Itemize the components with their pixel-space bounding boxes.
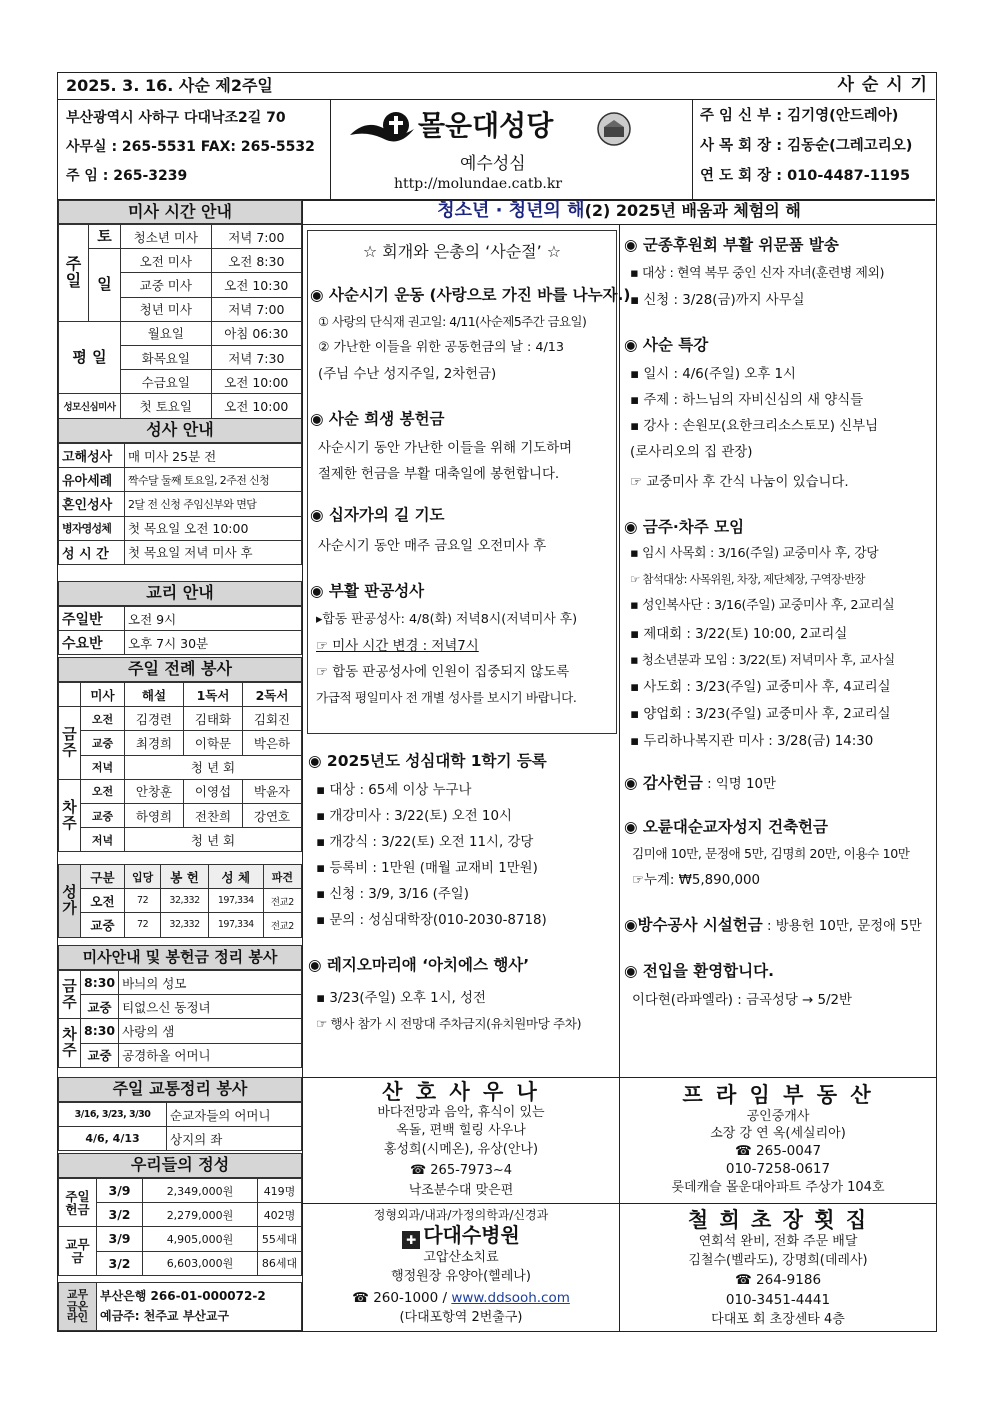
mass-name: 화목요일 [121,345,212,369]
doctrine-table [58,606,302,655]
notice-value: : 익명 10만 [702,777,776,792]
offering-date: 3/2 [97,1203,143,1227]
online-tithe-label: 교무금온라인 [59,1283,97,1331]
notice-line: ▪ 신청 : 3/28(금)까지 사무실 [630,293,805,308]
liturgy-table [58,682,302,852]
col-header: 성 체 [208,865,263,889]
volunteer-group: 순교자들의 어머니 [167,1103,302,1127]
traffic-table [58,1102,302,1151]
sacrament-name: 혼인성사 [59,492,125,516]
sunday-label: 일 [89,249,121,322]
mass-name: 교중 미사 [121,273,212,297]
ad-line: 김철수(벨라도), 강명희(데레사) [688,1253,868,1268]
tithe-label: 교무금 [59,1227,97,1275]
col-header: 입당 [125,865,161,889]
mass-slot: 교중 [81,1043,119,1067]
mass-slot: 교중 [81,995,119,1019]
volunteer-group: 공경하올 어머니 [119,1043,302,1067]
liturgy-title: 주일 전례 봉사 [58,657,302,682]
this-week-label: 금주 [59,971,81,1019]
saturday-label: 토 [89,225,121,249]
col-header: 구분 [81,865,125,889]
notice-line: ☞누계: ₩5,890,000 [632,873,761,888]
ad-line: 홍성희(시메온), 유상(안나) [383,1142,539,1157]
mass-name: 월요일 [121,321,212,345]
notice-heading: ◉ 사순시기 운동 (사랑으로 가진 바를 나누자.) [310,286,631,304]
doctrine-title: 교리 안내 [58,581,302,606]
notice-line: ▪ 강사 : 손원모(요한크리소스토모) 신부님 [630,419,879,434]
volunteer: 안창훈 [125,779,184,803]
ad-line: (다대포항역 2번출구) [399,1310,523,1325]
notice-line: ▪ 성인복사단 : 3/16(주일) 교중미사 후, 2교리실 [630,598,895,613]
liturgical-season: 사 순 시 기 [837,75,928,95]
offering-count: 402명 [258,1203,302,1227]
offering-table [58,1178,302,1276]
notice-heading: ◉ 십자가의 길 기도 [310,506,445,524]
notice-line: (주님 수난 성지주일, 2차헌금) [318,367,497,382]
council-head-info: 사 목 회 장 : 김동순(그레고리오) [700,138,913,154]
bank-account [97,1283,302,1331]
hymn-number: 72 [125,913,161,937]
hospital-name [304,1223,618,1249]
col-header: 해설 [125,683,184,707]
notice-line: ▪ 임시 사목회 : 3/16(주일) 교중미사 후, 강당 [630,546,879,561]
ad-line: 010-3451-4441 [725,1292,831,1308]
doctrine-class: 주일반 [59,607,125,631]
mass-name: 청년 미사 [121,297,212,321]
offering-count: 86세대 [258,1251,302,1275]
notice-heading: ◉ 금주·차주 모임 [624,518,745,536]
notice-heading: ◉ 감사헌금 [624,774,703,792]
sacrament-detail: 2달 전 신청 주임신부와 면담 [125,492,302,516]
offering-amount: 2,349,000원 [143,1179,258,1203]
volunteer-group: 청 년 회 [125,828,302,852]
guide-title: 미사안내 및 봉헌금 정리 봉사 [58,945,302,970]
sacrament-detail: 첫 목요일 오전 10:00 [125,516,302,540]
offering-date: 3/9 [97,1179,143,1203]
notice-line: ▪ 개강식 : 3/22(토) 오전 11시, 강당 [316,835,534,850]
volunteer-group: 사랑의 샘 [119,1019,302,1043]
volunteer-group: 청 년 회 [125,755,302,779]
mass-name: 수금요일 [121,370,212,394]
offering-title: 우리들의 정성 [58,1153,302,1178]
office-phone: 사무실 : 265-5531 FAX: 265-5532 [66,139,315,155]
broadcast-offering [624,917,922,935]
notice-line: ▪ 신청 : 3/9, 3/16 (주일) [316,887,469,902]
notice-line: ☞ 합동 판공성사에 인원이 집중되지 않도록 [316,665,570,680]
notice-line: ① 사랑의 단식재 권고일: 4/11(사순제5주간 금요일) [318,314,587,329]
doctrine-time: 오후 7시 30분 [125,631,302,655]
mass-time: 오전 8:30 [211,249,301,273]
ad-line: 소장 강 연 옥(세실리아) [710,1126,846,1141]
sacrament-name: 병자영성체 [59,516,125,540]
volunteer: 박은하 [243,731,302,755]
offering-count: 419명 [258,1179,302,1203]
mass-time: 오전 10:30 [211,273,301,297]
ad-line: 연회석 완비, 전화 주문 배달 [698,1234,858,1249]
offering-amount: 6,603,000원 [143,1251,258,1275]
lent-box-title: ☆ 회개와 은총의 ‘사순절’ ☆ [362,242,562,261]
notice-line: ▪ 개강미사 : 3/22(토) 오전 10시 [316,809,512,824]
volunteer-group: 티없으신 동정녀 [119,995,302,1019]
mass-slot: 오전 [81,707,125,731]
notice-line: ▪ 대상 : 65세 이상 누구나 [316,783,472,798]
notice-line: ▪ 3/23(주일) 오후 1시, 성전 [316,991,486,1006]
mass-slot: 교중 [81,731,125,755]
hymn-number: 전교2 [263,889,301,913]
notice-heading: ◉ 군종후원회 부활 위문품 발송 [624,236,839,254]
year-banner: 청소년 · 청년의 해(2) 2025년 배움과 체험의 해 [437,200,801,221]
marian-mass-day: 첫 토요일 [121,394,212,418]
sunday-group-label: 주일 [59,225,89,322]
ad-line: 낙조분수대 맞은편 [408,1183,514,1198]
mass-slot: 8:30 [81,971,119,995]
church-building-icon [596,111,632,147]
volunteer: 김경련 [125,707,184,731]
sacrament-detail: 짝수달 둘째 토요일, 2주전 신청 [125,468,302,492]
parish-url[interactable]: http://molundae.catb.kr [394,176,563,192]
sunday-offering-label: 주일헌금 [59,1179,97,1227]
ad-line: 행정원장 유양아(헬레나) [391,1269,531,1284]
sacrament-detail: 첫 목요일 저녁 미사 후 [125,540,302,564]
volunteer: 박윤자 [243,779,302,803]
volunteer: 전찬희 [184,803,243,827]
mass-slot: 저녁 [81,828,125,852]
ad-line: 고압산소치료 [423,1250,499,1265]
church-logo-icon [348,109,418,149]
mass-time: 오전 10:00 [211,370,301,394]
offering-count: 55세대 [258,1227,302,1251]
mass-time: 저녁 7:30 [211,345,301,369]
hymn-number: 72 [125,889,161,913]
bulletin-page [57,72,937,1332]
notice-line: (로사리오의 집 관장) [630,445,753,460]
restaurant-ad [621,1207,935,1329]
lent-notice-box [307,230,631,734]
mass-schedule-title: 미사 시간 안내 [58,200,302,224]
notice-line: ▪ 제대회 : 3/22(토) 10:00, 2교리실 [630,627,848,642]
account-holder: 예금주: 천주교 부산교구 [100,1308,230,1323]
notice-heading: ◉ 사순 희생 봉헌금 [310,410,445,428]
choir-slot: 오전 [81,889,125,913]
hymn-number: 197,334 [208,913,263,937]
mass-name: 오전 미사 [121,249,212,273]
hospital-contact [304,1287,618,1309]
this-week-label: 금주 [59,707,81,780]
notice-heading: ◉ 부활 판공성사 [310,582,425,600]
col-header: 1독서 [184,683,243,707]
notice-line: 사순시기 동안 매주 금요일 오전미사 후 [318,539,547,554]
notice-line: 절제한 헌금을 부활 대축일에 봉헌합니다. [318,467,560,482]
ad-line: 공인중개사 [746,1109,810,1124]
lead-contact-info: 연 도 회 장 : 010-4487-1195 [700,168,911,184]
notice-line: ▪ 주제 : 하느님의 자비신심의 새 양식들 [630,393,864,408]
sacrament-name: 성 시 간 [59,540,125,564]
sacrament-name: 유아세례 [59,468,125,492]
volunteer: 하영희 [125,803,184,827]
notice-line: ☞ 행사 참가 시 전망대 주차금지(유치원마당 주차) [316,1016,582,1031]
ad-line: 정형외과/내과/가정의학과/신경과 [373,1208,549,1222]
notice-line: 사순시기 동안 가난한 이들을 위해 기도하며 [318,441,573,456]
hospital-ad [304,1207,618,1327]
hospital-url-link[interactable]: www.ddsooh.com [451,1290,570,1306]
weekday-group-label: 평 일 [59,321,121,394]
volunteer: 김태화 [184,707,243,731]
doctrine-class: 수요반 [59,631,125,655]
doctrine-time: 오전 9시 [125,607,302,631]
sacrament-name: 고해성사 [59,444,125,468]
hymn-number: 전교2 [263,913,301,937]
notice-line: ▪ 양업회 : 3/23(주일) 교중미사 후, 2교리실 [630,707,891,722]
col-header: 2독서 [243,683,302,707]
mass-slot: 저녁 [81,755,125,779]
marian-mass-time: 오전 10:00 [211,394,301,418]
next-week-label: 차주 [59,779,81,852]
ad-title: 다대수병원 [423,1223,520,1247]
mass-time: 아침 06:30 [211,321,301,345]
volunteer: 이영섭 [184,779,243,803]
offering-amount: 2,279,000원 [143,1203,258,1227]
sacrament-title: 성사 안내 [58,418,302,443]
ad-title: 산 호 사 우 나 [382,1080,540,1104]
notice-heading: ◉ 사순 특강 [624,336,709,354]
ad-line: ☎ 264-9186 [734,1272,822,1288]
notice-line: 가급적 평일미사 전 개별 성사를 보시기 바랍니다. [316,690,577,705]
bulletin-date: 2025. 3. 16. 사순 제2주일 [66,76,273,95]
notice-heading: ◉ 오륜대순교자성지 건축헌금 [624,818,828,836]
volunteer: 최경희 [125,731,184,755]
traffic-title: 주일 교통정리 봉사 [58,1077,302,1102]
guide-table [58,970,302,1068]
notice-line: ▪ 대상 : 현역 복무 중인 신자 자녀(훈련병 제외) [630,266,885,281]
notice-line: ▸합동 판공성사: 4/8(화) 저녁8시(저녁미사 후) [316,612,578,627]
ad-title: 프 라 임 부 동 산 [682,1083,874,1107]
col-header: 미사 [81,683,125,707]
rectory-phone: 주 임 : 265-3239 [66,168,188,184]
notice-line: ▪ 등록비 : 1만원 (매월 교재비 1만원) [316,861,538,876]
church-address: 부산광역시 사하구 다대낙조2길 70 [66,110,286,126]
volunteer: 이학문 [184,731,243,755]
col-header: 파견 [263,865,301,889]
ad-line: 옥돌, 편백 힐링 사우나 [396,1123,526,1138]
hospital-logo-icon: ✚ [402,1231,420,1249]
mass-time: 저녁 7:00 [211,297,301,321]
offering-date: 3/9 [97,1227,143,1251]
ad-title: 철 희 초 장 횟 집 [687,1208,869,1232]
church-name: 몰운대성당 [418,109,554,142]
ad-line: 010-7258-0617 [725,1161,831,1177]
mass-time: 저녁 7:00 [211,225,301,249]
notice-heading: ◉ 2025년도 성심대학 1학기 등록 [308,752,547,770]
mass-slot: 교중 [81,803,125,827]
offering-date: 3/2 [97,1251,143,1275]
thanks-offering [624,775,776,793]
notice-line: ▪ 사도회 : 3/23(주일) 교중미사 후, 4교리실 [630,680,891,695]
choir-slot: 교중 [81,913,125,937]
realty-ad [621,1082,935,1197]
mass-slot: 오전 [81,779,125,803]
notice-line: 김미애 10만, 문정애 5만, 김명희 20만, 이용수 10만 [632,846,910,861]
volunteer-group: 바늬의 성모 [119,971,302,995]
parish-subtitle: 예수성심 [460,154,526,174]
notice-line: ☞ 교중미사 후 간식 나눔이 있습니다. [630,475,849,490]
sauna-ad [304,1080,618,1200]
notice-heading: ◉ 레지오마리애 ‘아치에스 행사’ [308,956,530,974]
traffic-dates: 4/6, 4/13 [59,1127,167,1151]
notice-line: ▪ 두리하나복지관 미사 : 3/28(금) 14:30 [630,734,874,749]
online-account-table [58,1282,302,1331]
notice-value: : 방용헌 10만, 문정애 5만 [762,919,922,934]
ad-line: 롯데캐슬 몰운대아파트 주상가 104호 [671,1180,885,1195]
traffic-dates: 3/16, 3/23, 3/30 [59,1103,167,1127]
sacrament-detail: 매 미사 25분 전 [125,444,302,468]
volunteer: 김회진 [243,707,302,731]
pastor-info: 주 임 신 부 : 김기영(안드레아) [700,108,899,124]
notice-line: ▪ 일시 : 4/6(주일) 오후 1시 [630,367,796,382]
notice-line: ▪ 문의 : 성심대학장(010-2030-8718) [316,913,547,928]
notice-line: ☞ 미사 시간 변경 : 저녁7시 [316,639,479,654]
choir-label: 성가 [59,865,81,938]
hymn-number: 32,332 [161,889,209,913]
ad-line: ☎ 260-1000 / [352,1290,452,1306]
volunteer-group: 상지의 좌 [167,1127,302,1151]
mass-schedule-table [58,224,302,419]
bank-number: 부산은행 266-01-000072-2 [100,1289,266,1304]
ad-line: 다대포 회 초장센타 4층 [711,1312,845,1327]
notice-line: ☞ 참석대상: 사목위원, 차장, 제단체장, 구역장·반장 [630,572,865,586]
sacrament-table [58,443,302,565]
mass-slot: 8:30 [81,1019,119,1043]
hymn-number: 32,332 [161,913,209,937]
notice-line: ▪ 청소년분과 모임 : 3/22(토) 저녁미사 후, 교사실 [630,652,895,667]
marian-mass-label: 성모신심미사 [59,394,121,418]
notice-heading: ◉방수공사 시설헌금 [624,916,763,934]
ad-line: ☎ 265-7973~4 [409,1163,513,1178]
notice-line: ② 가난한 이들을 위한 공동헌금의 날 : 4/13 [318,340,565,355]
notice-heading: ◉ 전입을 환영합니다. [624,962,774,980]
hymn-number: 197,334 [208,889,263,913]
col-header: 봉 헌 [161,865,209,889]
ad-line: 바다전망과 음악, 휴식이 있는 [377,1105,545,1120]
offering-amount: 4,905,000원 [143,1227,258,1251]
next-week-label: 차주 [59,1019,81,1067]
choir-table [58,864,302,938]
mass-name: 청소년 미사 [121,225,212,249]
volunteer: 강연호 [243,803,302,827]
ad-line: ☎ 265-0047 [734,1143,822,1159]
notice-line: 이다현(라파엘라) : 금곡성당 → 5/2반 [632,993,852,1008]
